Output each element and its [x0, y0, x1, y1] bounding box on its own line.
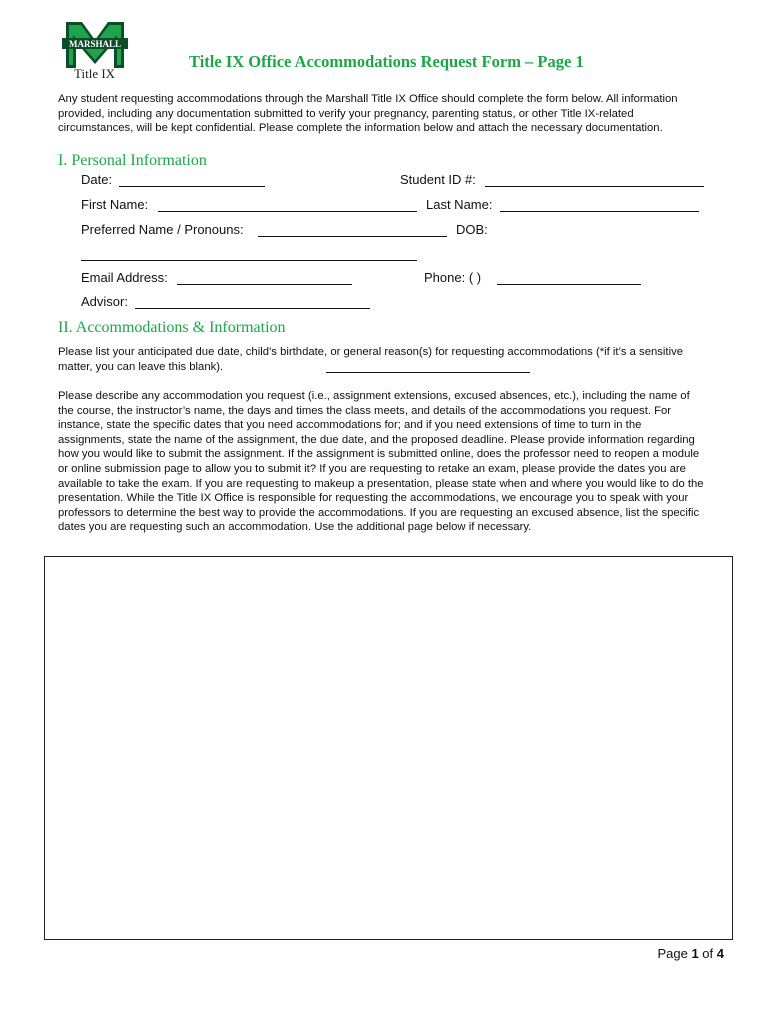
- preferred-name-field[interactable]: [258, 236, 447, 237]
- section-accommodations-heading: II. Accommodations & Information: [58, 319, 286, 336]
- page-title: Title IX Office Accommodations Request Form – Page 1: [189, 52, 584, 71]
- phone-field[interactable]: [497, 284, 641, 285]
- date-field[interactable]: [119, 186, 265, 187]
- last-name-label: Last Name:: [426, 197, 493, 212]
- last-name-field[interactable]: [500, 211, 699, 212]
- of-word: of: [702, 946, 714, 961]
- due-date-instructions: Please list your anticipated due date, child’s birthdate, or general reason(s) for requesting accommodations (*if it’s a sensitive matter, you can leave this blank).: [58, 346, 684, 373]
- advisor-label: Advisor:: [81, 294, 128, 309]
- advisor-field[interactable]: [135, 308, 370, 309]
- section-personal-heading: I. Personal Information: [58, 152, 207, 169]
- email-label: Email Address:: [81, 270, 168, 285]
- preferred-name-label: Preferred Name / Pronouns:: [81, 222, 244, 237]
- page-total: 4: [716, 946, 724, 961]
- dob-label: DOB:: [456, 222, 488, 237]
- first-name-field[interactable]: [158, 211, 417, 212]
- phone-label: Phone: ( ): [424, 270, 482, 285]
- accommodation-description-textarea[interactable]: [44, 556, 733, 940]
- date-label: Date:: [81, 172, 113, 187]
- student-id-field[interactable]: [485, 186, 704, 187]
- first-name-label: First Name:: [81, 197, 149, 212]
- page-word: Page: [657, 946, 688, 961]
- page-number: 1: [691, 946, 699, 961]
- email-field[interactable]: [177, 284, 352, 285]
- describe-instructions: Please describe any accommodation you request (i.e., assignment extensions, excused absences, etc.), including the name of the course, the instructor’s name, the days and times the class meets, and details of the accommodations you request. For instance, state the specific dates that you need accommodations for; and if you need extensions of time to turn in the assignments, state the name of the assignment, the due date, and the proposed deadline. Please provide information regarding how you would like to submit the assignment. If the assignment is submitted online, does the professor need to reopen a module or online submission page to allow you to submit it? If you are requesting to retake an exam, please provide the dates you are available to take the exam. If you are requesting to makeup a presentation, please state when and where you would like to do the presentation. While the Title IX Office is responsible for requesting the accommodations, we encourage you to speak with your professors to determine the best way to provide the accommodations. If you are requesting an excused absence, list the specific dates you are requesting such an accommodation. Use the additional page below if necessary.: [58, 390, 704, 534]
- page-indicator: [657, 946, 724, 961]
- student-id-label: Student ID #:: [400, 172, 476, 187]
- preferred-name-field-continued[interactable]: [81, 260, 417, 261]
- due-date-field[interactable]: [326, 372, 530, 373]
- logo-wordmark: MARSHALL: [68, 39, 122, 49]
- intro-paragraph: Any student requesting accommodations through the Marshall Title IX Office should complete the form below. All information provided, including any documentation submitted to verify your pregnancy, parenting status, or other Title IX-related circumstances, will be kept confidential. Please complete the information below and attach the necessary documentation.: [58, 93, 678, 135]
- logo-subtitle: Title IX: [74, 66, 116, 81]
